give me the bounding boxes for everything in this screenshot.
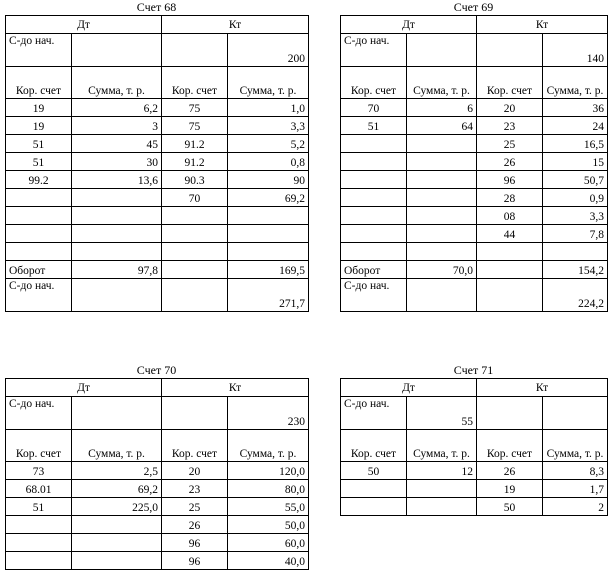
credit-corr: 75 — [162, 99, 228, 117]
opening-debit — [407, 34, 477, 67]
opening-credit — [543, 397, 608, 430]
opening-debit: 55 — [407, 397, 477, 430]
amount-header: Сумма, т. р. — [72, 67, 162, 99]
table-row — [341, 99, 608, 117]
debit-corr — [6, 243, 72, 261]
t-account-table — [340, 378, 608, 516]
credit-corr: 25 — [162, 498, 228, 516]
credit-corr: 26 — [477, 462, 543, 480]
corr-account-header: Кор. счет — [341, 67, 407, 99]
account-title: Счет 71 — [453, 363, 494, 377]
table-row — [6, 207, 309, 225]
debit-amount — [407, 243, 477, 261]
credit-amount: 0,8 — [228, 153, 309, 171]
debit-amount — [407, 480, 477, 498]
credit-corr: 28 — [477, 189, 543, 207]
t-account-table — [340, 15, 608, 312]
debit-amount — [407, 207, 477, 225]
empty-cell — [477, 261, 543, 279]
credit-corr: 90.3 — [162, 171, 228, 189]
corr-account-header: Кор. счет — [162, 67, 228, 99]
debit-corr — [6, 552, 72, 570]
turnover-label: Оборот — [6, 261, 72, 279]
credit-corr: 26 — [162, 516, 228, 534]
debit-amount — [72, 189, 162, 207]
table-row — [341, 462, 608, 480]
credit-corr — [477, 243, 543, 261]
credit-amount: 55,0 — [228, 498, 309, 516]
debit-amount — [72, 207, 162, 225]
closing-balance-label: С-до нач. — [341, 279, 407, 312]
debit-amount — [407, 189, 477, 207]
credit-corr: 91.2 — [162, 153, 228, 171]
credit-amount — [228, 207, 309, 225]
credit-corr: 96 — [162, 552, 228, 570]
closing-credit: 224,2 — [543, 279, 608, 312]
debit-corr — [341, 225, 407, 243]
credit-amount: 16,5 — [543, 135, 608, 153]
account-title: Счет 70 — [136, 363, 177, 377]
debit-corr: 73 — [6, 462, 72, 480]
table-row — [6, 189, 309, 207]
credit-amount: 7,8 — [543, 225, 608, 243]
debit-corr: 51 — [6, 153, 72, 171]
closing-debit — [407, 279, 477, 312]
closing-balance-label: С-до нач. — [6, 279, 72, 312]
debit-amount — [407, 225, 477, 243]
t-account-table — [5, 378, 309, 570]
table-row — [341, 243, 608, 261]
credit-amount: 5,2 — [228, 135, 309, 153]
table-row — [341, 498, 608, 516]
credit-amount: 2 — [543, 498, 608, 516]
debit-amount — [72, 552, 162, 570]
table-row — [6, 135, 309, 153]
amount-header: Сумма, т. р. — [407, 430, 477, 462]
table-row — [6, 462, 309, 480]
credit-corr: 08 — [477, 207, 543, 225]
credit-amount: 8,3 — [543, 462, 608, 480]
debit-corr: 70 — [341, 99, 407, 117]
opening-balance-label: С-до нач. — [6, 34, 72, 67]
debit-amount: 64 — [407, 117, 477, 135]
empty-cell — [477, 397, 543, 430]
corr-account-header: Кор. счет — [162, 430, 228, 462]
credit-corr: 19 — [477, 480, 543, 498]
debit-corr: 19 — [6, 99, 72, 117]
opening-debit — [72, 34, 162, 67]
credit-corr: 50 — [477, 498, 543, 516]
opening-balance-label: С-до нач. — [6, 397, 72, 430]
turnover-credit: 169,5 — [228, 261, 309, 279]
credit-amount: 50,7 — [543, 171, 608, 189]
debit-corr: 19 — [6, 117, 72, 135]
table-row — [6, 99, 309, 117]
debit-corr: 99.2 — [6, 171, 72, 189]
debit-corr — [341, 480, 407, 498]
table-row — [341, 171, 608, 189]
credit-header: Кт — [162, 379, 309, 397]
credit-amount — [543, 243, 608, 261]
debit-corr — [341, 171, 407, 189]
turnover-credit: 154,2 — [543, 261, 608, 279]
debit-amount: 12 — [407, 462, 477, 480]
debit-amount — [407, 135, 477, 153]
debit-corr: 51 — [6, 135, 72, 153]
empty-cell — [162, 34, 228, 67]
debit-corr — [341, 498, 407, 516]
credit-amount: 60,0 — [228, 534, 309, 552]
credit-amount: 40,0 — [228, 552, 309, 570]
table-row — [6, 498, 309, 516]
debit-amount: 6 — [407, 99, 477, 117]
credit-corr — [162, 225, 228, 243]
credit-amount: 1,7 — [543, 480, 608, 498]
table-row — [341, 135, 608, 153]
turnover-debit: 97,8 — [72, 261, 162, 279]
amount-header: Сумма, т. р. — [72, 430, 162, 462]
table-row — [341, 153, 608, 171]
empty-cell — [162, 279, 228, 312]
debit-corr — [341, 207, 407, 225]
debit-amount: 2,5 — [72, 462, 162, 480]
debit-header: Дт — [341, 379, 477, 397]
empty-cell — [162, 261, 228, 279]
amount-header: Сумма, т. р. — [543, 430, 608, 462]
credit-amount: 50,0 — [228, 516, 309, 534]
table-row — [6, 534, 309, 552]
opening-credit: 230 — [228, 397, 309, 430]
amount-header: Сумма, т. р. — [407, 67, 477, 99]
debit-corr — [341, 153, 407, 171]
account-title: Счет 68 — [136, 0, 177, 14]
opening-balance-label: С-до нач. — [341, 397, 407, 430]
closing-credit: 271,7 — [228, 279, 309, 312]
debit-amount — [72, 243, 162, 261]
credit-corr: 96 — [162, 534, 228, 552]
opening-debit — [72, 397, 162, 430]
credit-amount: 36 — [543, 99, 608, 117]
table-row — [6, 171, 309, 189]
table-row — [341, 480, 608, 498]
turnover-debit: 70,0 — [407, 261, 477, 279]
debit-amount — [407, 171, 477, 189]
table-row — [341, 225, 608, 243]
corr-account-header: Кор. счет — [6, 67, 72, 99]
table-row — [6, 153, 309, 171]
debit-corr: 68.01 — [6, 480, 72, 498]
debit-amount: 3 — [72, 117, 162, 135]
credit-corr: 70 — [162, 189, 228, 207]
amount-header: Сумма, т. р. — [228, 430, 309, 462]
amount-header: Сумма, т. р. — [228, 67, 309, 99]
debit-corr — [6, 207, 72, 225]
debit-amount: 45 — [72, 135, 162, 153]
table-row — [6, 117, 309, 135]
debit-corr — [6, 189, 72, 207]
credit-amount: 24 — [543, 117, 608, 135]
opening-credit: 140 — [543, 34, 608, 67]
credit-corr: 23 — [477, 117, 543, 135]
credit-amount — [228, 243, 309, 261]
debit-corr — [6, 534, 72, 552]
table-row — [6, 480, 309, 498]
closing-debit — [72, 279, 162, 312]
debit-amount — [72, 534, 162, 552]
debit-header: Дт — [6, 379, 162, 397]
empty-cell — [477, 34, 543, 67]
credit-corr: 20 — [162, 462, 228, 480]
corr-account-header: Кор. счет — [477, 67, 543, 99]
account-title: Счет 69 — [453, 0, 494, 14]
credit-corr: 26 — [477, 153, 543, 171]
table-row — [341, 189, 608, 207]
corr-account-header: Кор. счет — [477, 430, 543, 462]
credit-amount: 80,0 — [228, 480, 309, 498]
debit-amount: 30 — [72, 153, 162, 171]
table-row — [6, 552, 309, 570]
debit-corr: 51 — [341, 117, 407, 135]
credit-amount: 120,0 — [228, 462, 309, 480]
credit-amount: 3,3 — [228, 117, 309, 135]
table-row — [341, 117, 608, 135]
credit-header: Кт — [162, 16, 309, 34]
debit-corr — [6, 225, 72, 243]
debit-amount: 13,6 — [72, 171, 162, 189]
credit-amount: 90 — [228, 171, 309, 189]
credit-amount: 0,9 — [543, 189, 608, 207]
credit-amount: 15 — [543, 153, 608, 171]
corr-account-header: Кор. счет — [6, 430, 72, 462]
table-row — [6, 243, 309, 261]
turnover-label: Оборот — [341, 261, 407, 279]
amount-header: Сумма, т. р. — [543, 67, 608, 99]
debit-amount — [407, 153, 477, 171]
debit-amount — [407, 498, 477, 516]
empty-cell — [162, 397, 228, 430]
debit-amount — [72, 225, 162, 243]
table-row — [341, 207, 608, 225]
credit-corr — [162, 207, 228, 225]
credit-amount: 69,2 — [228, 189, 309, 207]
debit-amount: 225,0 — [72, 498, 162, 516]
credit-amount — [228, 225, 309, 243]
debit-corr: 51 — [6, 498, 72, 516]
opening-credit: 200 — [228, 34, 309, 67]
debit-corr — [6, 516, 72, 534]
credit-corr: 25 — [477, 135, 543, 153]
table-row — [6, 516, 309, 534]
credit-corr — [162, 243, 228, 261]
debit-corr — [341, 135, 407, 153]
credit-amount: 3,3 — [543, 207, 608, 225]
debit-corr — [341, 189, 407, 207]
t-account-table — [5, 15, 309, 312]
opening-balance-label: С-до нач. — [341, 34, 407, 67]
debit-amount: 69,2 — [72, 480, 162, 498]
credit-corr: 20 — [477, 99, 543, 117]
debit-header: Дт — [6, 16, 162, 34]
debit-amount: 6,2 — [72, 99, 162, 117]
credit-header: Кт — [477, 16, 608, 34]
credit-corr: 44 — [477, 225, 543, 243]
debit-corr: 50 — [341, 462, 407, 480]
corr-account-header: Кор. счет — [341, 430, 407, 462]
empty-cell — [477, 279, 543, 312]
credit-corr: 75 — [162, 117, 228, 135]
debit-corr — [341, 243, 407, 261]
debit-header: Дт — [341, 16, 477, 34]
debit-amount — [72, 516, 162, 534]
credit-corr: 96 — [477, 171, 543, 189]
credit-amount: 1,0 — [228, 99, 309, 117]
credit-corr: 91.2 — [162, 135, 228, 153]
table-row — [6, 225, 309, 243]
credit-corr: 23 — [162, 480, 228, 498]
credit-header: Кт — [477, 379, 608, 397]
